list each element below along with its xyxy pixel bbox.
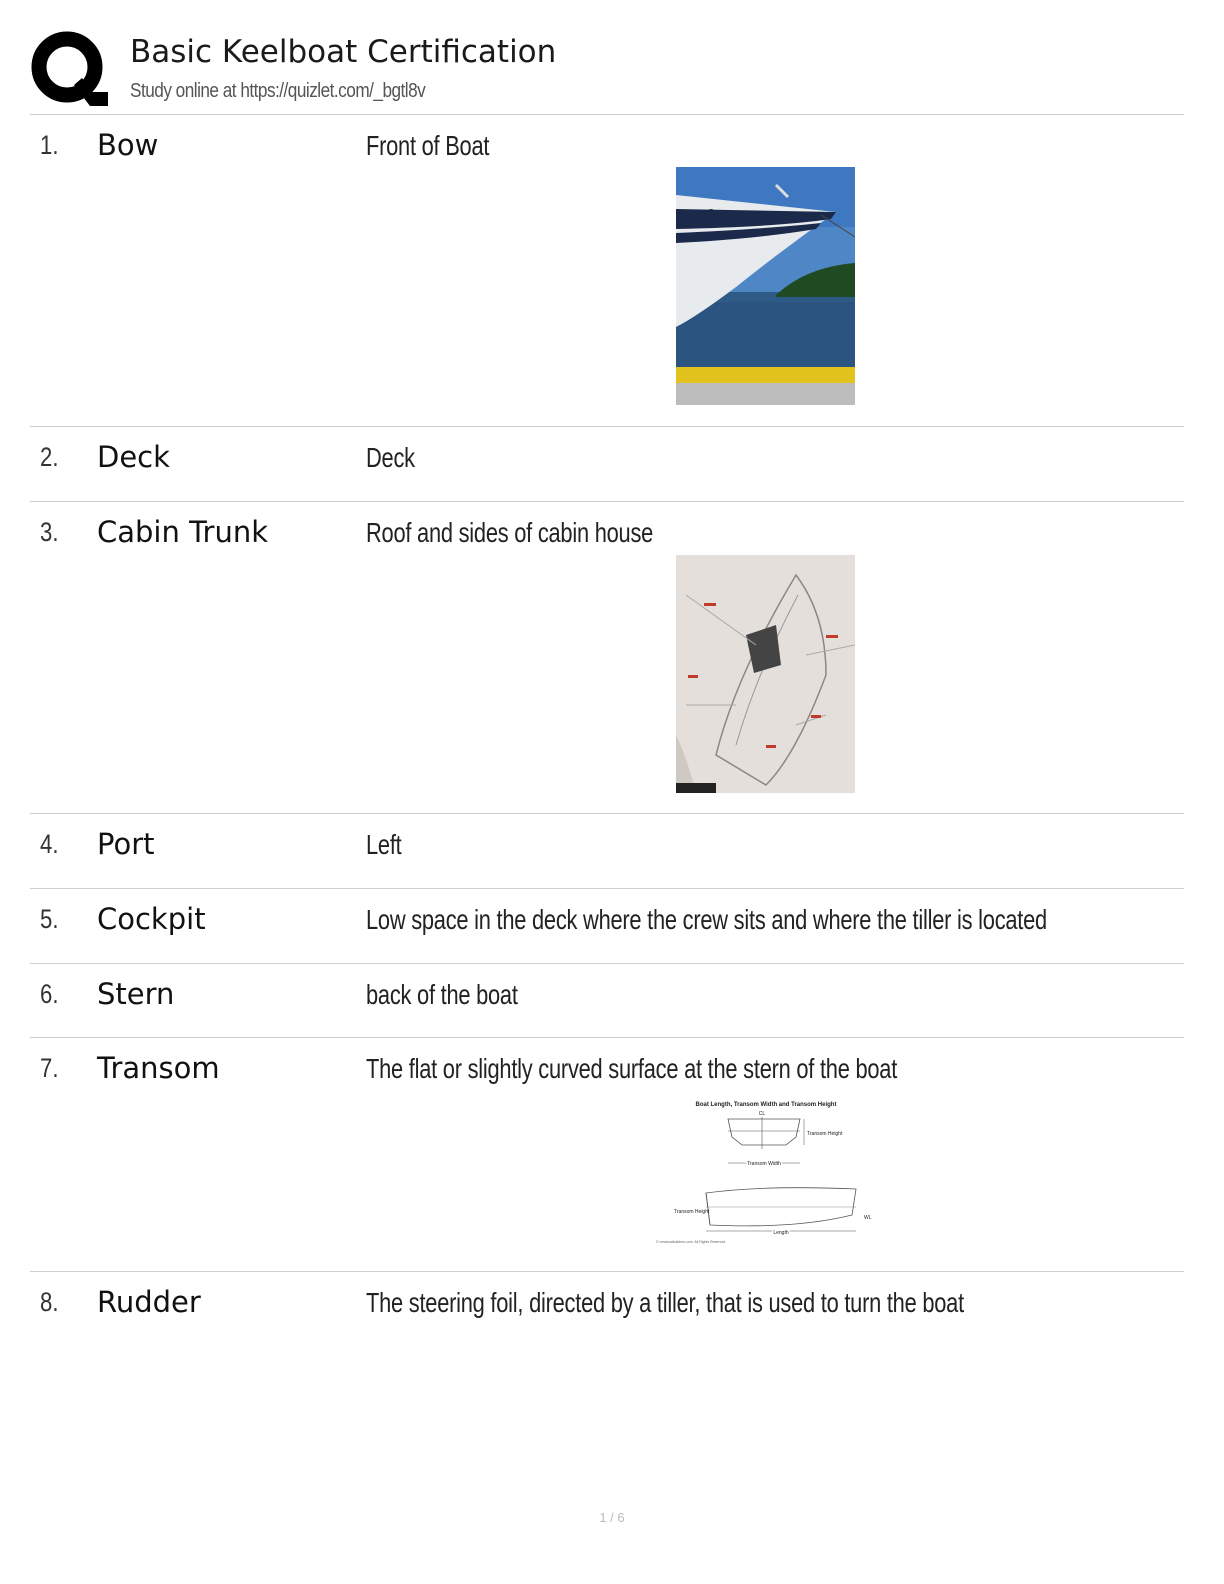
diagram-transom-height-label: Transom Height <box>807 1131 843 1137</box>
card-row-cockpit <box>30 904 1184 954</box>
card-row-stern <box>30 979 1184 1029</box>
study-online-link[interactable]: Study online at https://quizlet.com/_bgtl8v <box>130 80 426 102</box>
divider <box>30 114 1184 115</box>
divider <box>30 888 1184 889</box>
diagram-credit: © newboatbuilders.com. All Rights Reserved. <box>656 1240 727 1244</box>
diagram-transom-height-side-label: Transom Height <box>674 1209 710 1215</box>
card-number: 5. <box>40 904 59 934</box>
page-number: 1 / 6 <box>599 1510 625 1525</box>
card-number: 8. <box>40 1287 59 1317</box>
card-number: 3. <box>40 517 59 547</box>
card-term: Stern <box>97 977 175 1011</box>
card-row-deck <box>30 442 1184 492</box>
card-term: Cabin Trunk <box>97 515 269 549</box>
card-definition: Roof and sides of cabin house <box>366 517 654 548</box>
card-number: 4. <box>40 829 59 859</box>
card-definition: Deck <box>366 442 415 473</box>
card-number: 7. <box>40 1053 59 1083</box>
bow-photo <box>676 167 855 405</box>
diagram-length-label: Length <box>773 1230 789 1236</box>
divider <box>30 1271 1184 1272</box>
card-term: Port <box>97 827 155 861</box>
card-definition: Low space in the deck where the crew sits and where the tiller is located <box>366 904 1047 935</box>
card-row-bow <box>30 130 1184 420</box>
card-number: 2. <box>40 442 59 472</box>
card-row-cabin-trunk <box>30 517 1184 807</box>
card-definition: Front of Boat <box>366 130 490 161</box>
transom-diagram <box>646 1097 876 1247</box>
card-term: Transom <box>97 1051 220 1085</box>
card-definition: The steering foil, directed by a tiller, that is used to turn the boat <box>366 1287 964 1318</box>
card-term: Cockpit <box>97 902 206 936</box>
card-number: 1. <box>40 130 59 160</box>
card-definition: Left <box>366 829 402 860</box>
card-definition: The flat or slightly curved surface at the stern of the boat <box>366 1053 898 1084</box>
page-header <box>30 30 1184 114</box>
card-term: Rudder <box>97 1285 201 1319</box>
card-row-rudder <box>30 1287 1184 1337</box>
diagram-wl-label: WL <box>864 1215 872 1221</box>
page-title: Basic Keelboat Certification <box>130 34 557 70</box>
divider <box>30 1037 1184 1038</box>
card-term: Deck <box>97 440 170 474</box>
diagram-title: Boat Length, Transom Width and Transom Height <box>695 1102 837 1108</box>
diagram-cl-label: CL <box>758 1111 766 1117</box>
diagram-transom-width-label: Transom Width <box>747 1161 781 1167</box>
card-definition: back of the boat <box>366 979 518 1010</box>
divider <box>30 426 1184 427</box>
card-row-port <box>30 829 1184 879</box>
cabin-trunk-diagram-photo <box>676 555 855 793</box>
divider <box>30 501 1184 502</box>
quizlet-logo-icon <box>30 30 110 110</box>
card-row-transom <box>30 1053 1184 1263</box>
card-number: 6. <box>40 979 59 1009</box>
divider <box>30 963 1184 964</box>
divider <box>30 813 1184 814</box>
card-term: Bow <box>97 128 159 162</box>
